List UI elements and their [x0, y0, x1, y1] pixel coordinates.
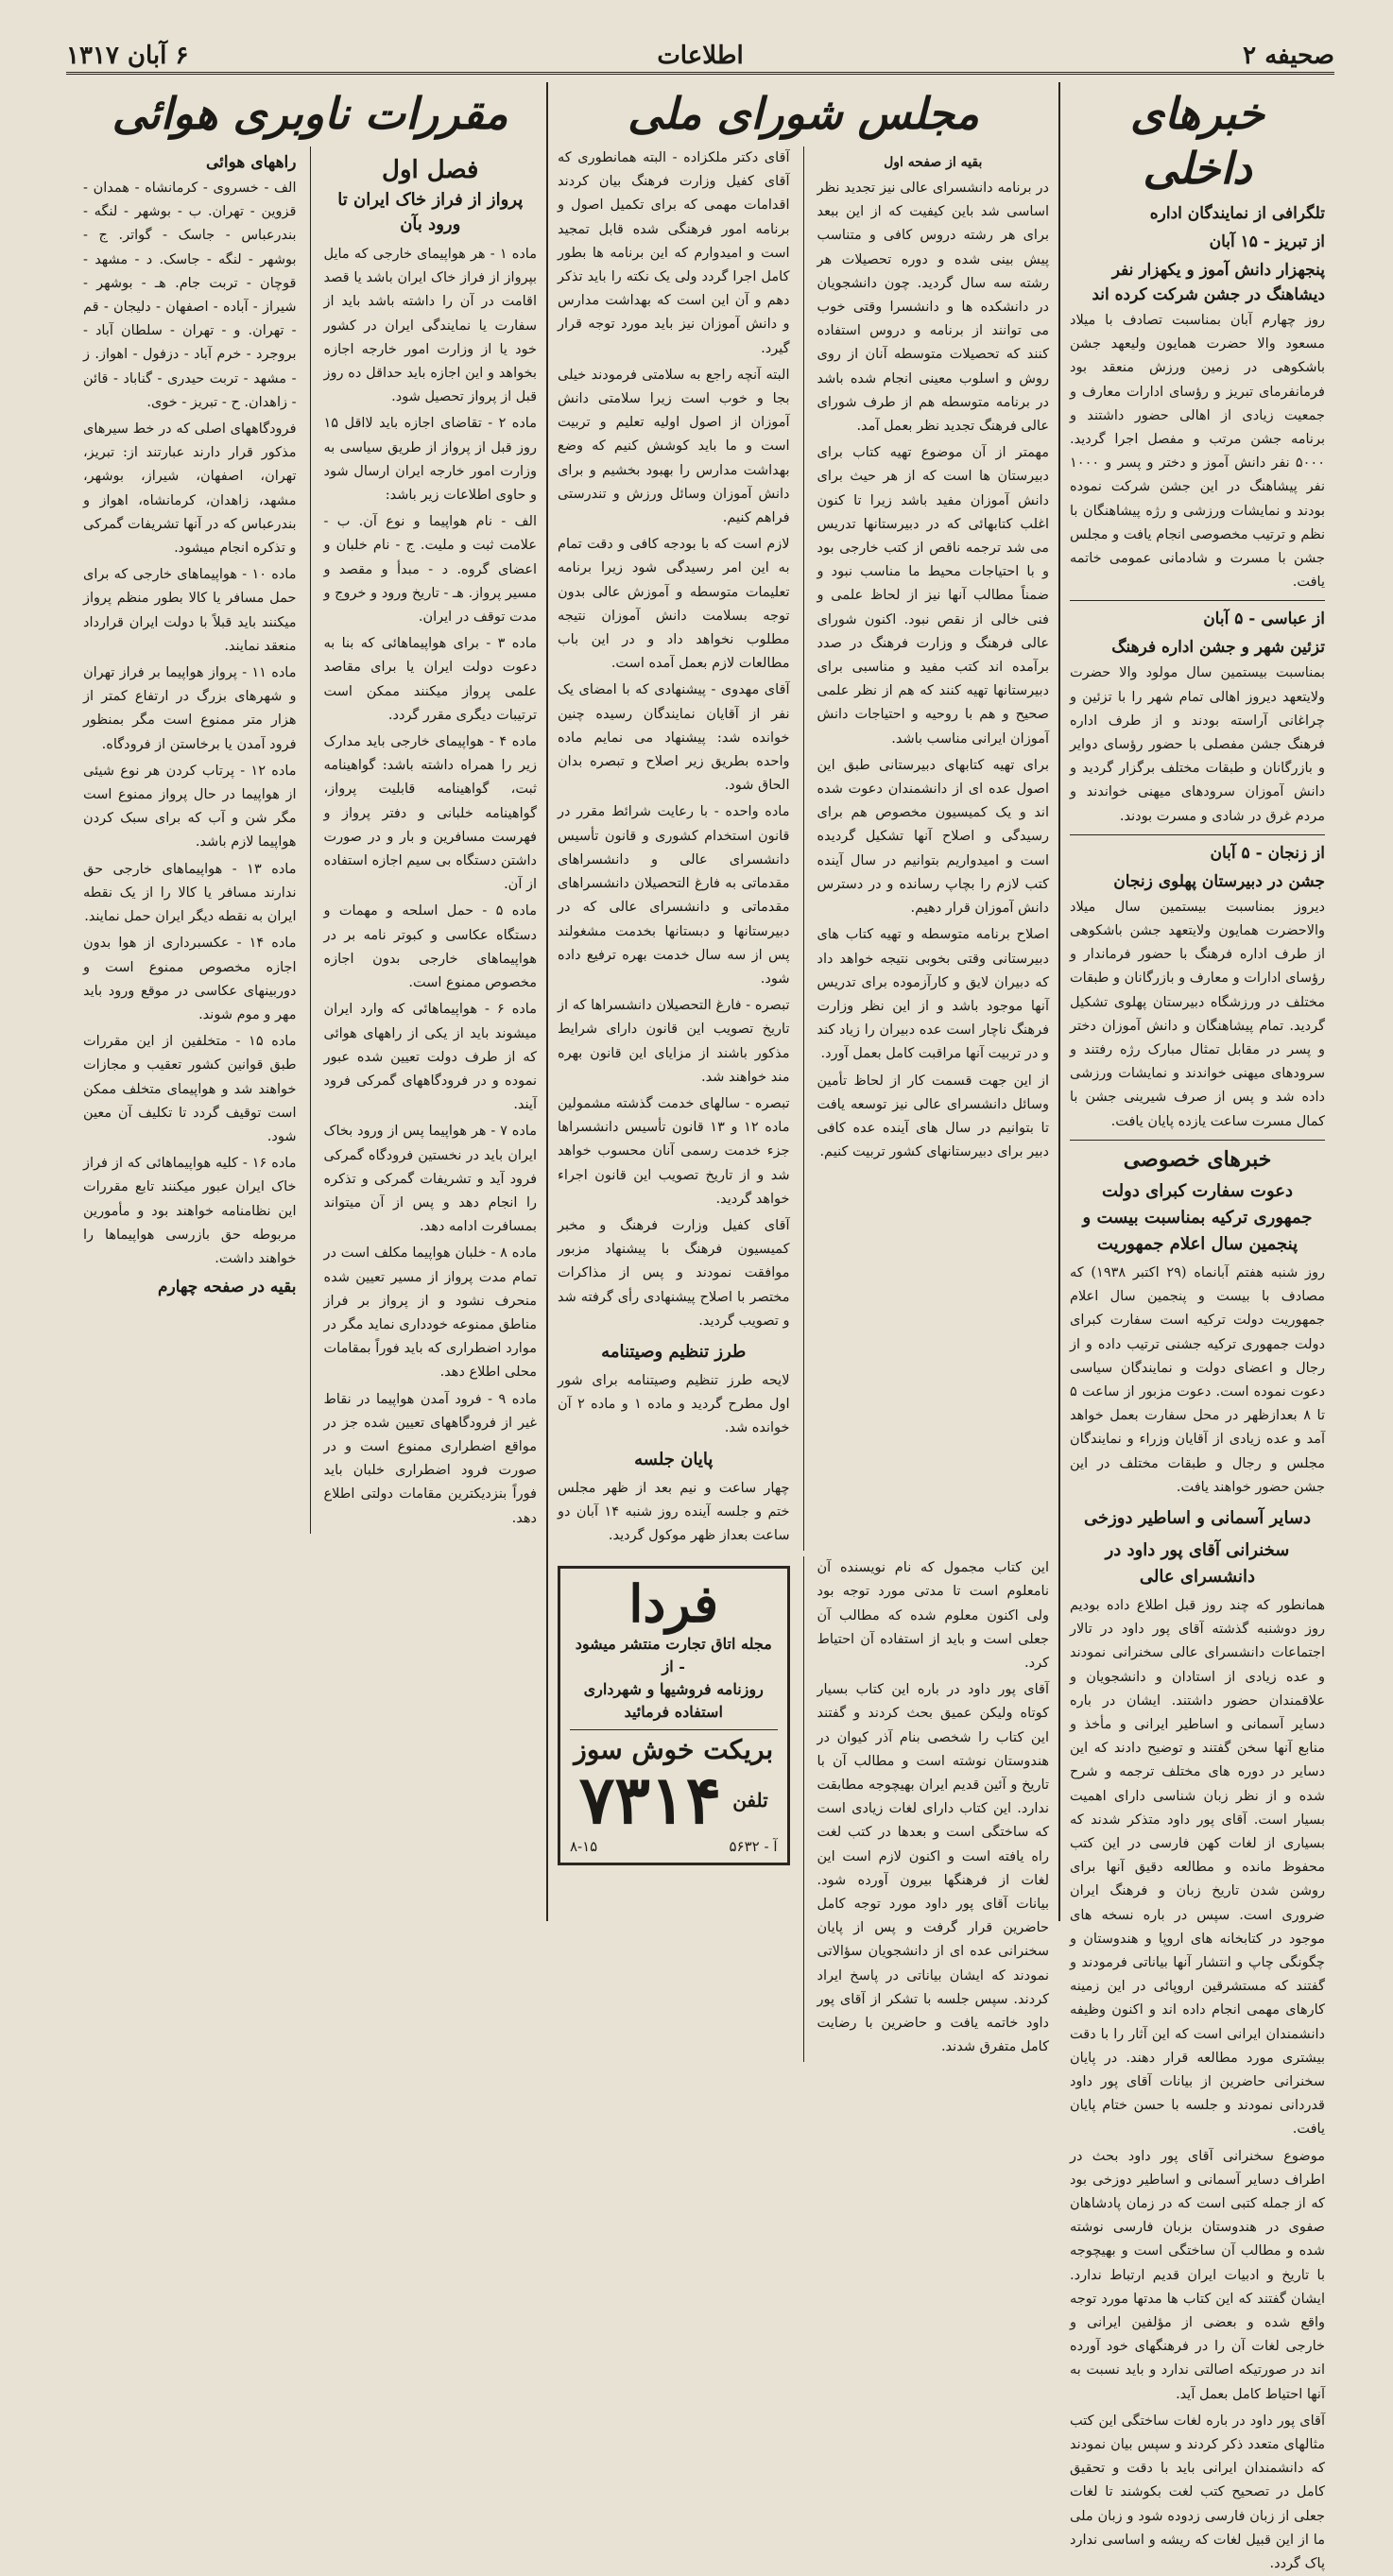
- article-clause: ماده ۸ - خلبان هواپیما مکلف است در تمام مدت پرواز از مسیر تعیین شده منحرف نشود و از پرواز بر فراز مناطق ممنوعه خودداری نماید مگر در موارد اضطراری که باید فوراً بمقامات محلی اطلاع دهد.: [323, 1245, 537, 1381]
- dispatch-text: دیروز بمناسبت بیستمین سال میلاد والاحضرت همایون ولایتعهد جشن باشکوهی از طرف اداره فرهنگ با حضور فرماندار و رؤسای ادارات و معارف و بازرگانان و طبقات مختلف در ورزشگاه دبیرستان پهلوی تشکیل گردید. تمام پیشاهنگان و دانش آموزان دختر و پسر در مقابل تمثال مبارک رژه رفتند و سرودهای میهنی خواندند و نمایشات ورزشی داده شد و پس از صرف شیرینی جشن با کمال مسرت ساعت یازده پایان یافت.: [1070, 899, 1325, 1129]
- air-subcolumn-left: [83, 146, 297, 1534]
- advertisement: [558, 1566, 790, 1865]
- article-text: این کتاب مجمول که نام نویسنده آن نامعلوم است تا مدتی مورد توجه بود ولی اکنون معلوم شده که مطالب آن جعلی است و باید از استفاده آن احتیاط کرد.: [817, 1560, 1049, 1671]
- article-clause: ماده ۱ - هر هواپیمای خارجی که مایل بپرواز از فراز خاک ایران باشد یا قصد اقامت در آن را داشته باشد باید از سفارت یا نمایندگی ایران در کشور خود یا از وزارت امور خارجه اجازه بخواهد و این اجازه باید حداقل ده روز قبل از پرواز تحصیل شود.: [323, 247, 537, 405]
- air-subcolumn-right: [324, 146, 538, 1534]
- page-number: صحیفه ۲: [1243, 42, 1334, 70]
- subcolumn-rule: [803, 146, 804, 1551]
- parliament-column: [548, 82, 1058, 2055]
- ad-code: ۸-۱۵: [570, 1838, 598, 1856]
- domestic-news-heading: خبرهای داخلی: [1130, 88, 1264, 194]
- private-news-heading: خبرهای خصوصی: [1123, 1146, 1272, 1172]
- article-subtitle: سخنرانی آقای پور داود در دانشسرای عالی: [1105, 1539, 1290, 1587]
- ad-shop: بریکت خوش سوز: [574, 1734, 774, 1766]
- article-title: دعوت سفارت کبرای دولت جمهوری ترکیه بمناسبت بیست و پنجمین سال اعلام جمهوریت: [1082, 1180, 1313, 1254]
- dispatch-text: روز چهارم آبان بمناسبت تصادف با میلاد مسعود والا حضرت همایون ولیعهد جشن باشکوهی در زمین ورزش منعقد بود فرمانفرمای تبریز و رؤسای ادارات معارف و جمعیت زیادی از اهالی حضور داشتند و برنامه جشن مرتب و مفصل اجرا گردید. ۵۰۰۰ نفر دانش آموز و دختر و پسر و ۱۰۰۰ نفر پیشاهنگ در این جشن شرکت نموده بودند و نمایشات ورزشی و رژه پیشاهنگان با نظم و ترتیب مخصوصی انجام یافت و مجلس جشن با مسرت و شادمانی عمومی خاتمه یافت.: [1070, 313, 1325, 591]
- article-text: آقای پور داود در باره لغات ساختگی این کتب مثالهای متعدد ذکر کردند و سپس بیان نمودند که دانشمندان ایرانی باید با دقت و تحقیق کامل در تصحیح کتب لغت بکوشند تا لغات جعلی از زبان فارسی زدوده شود و زبان ملی ما از این قبیل لغات که ریشه و اساسی ندارد پاک گردد.: [1070, 2413, 1325, 2572]
- dispatch-subtitle: تزئین شهر و جشن اداره فرهنگ: [1111, 638, 1325, 658]
- article-clause: ماده ۳ - برای هواپیماهائی که بنا به دعوت دولت ایران یا برای مقاصد علمی پرواز میکنند ممکن است ترتیبات دیگری مقرر گردد.: [323, 636, 537, 723]
- lower-left: [558, 1556, 790, 2062]
- article-clause: ماده ۱۱ - پرواز هواپیما بر فراز تهران و شهرهای بزرگ در ارتفاع کمتر از هزار متر ممنوع است مگر بمنظور فرود آمدن یا برخاستن از فرودگاه.: [83, 665, 297, 752]
- issue-date: ۶ آبان ۱۳۱۷: [66, 42, 189, 70]
- article-text: در برنامه دانشسرای عالی نیز تجدید نظر اساسی شد باین کیفیت که از این ببعد برای هر رشته دروس کافی و متناسب پیش بینی شده و دوره تحصیلات هر رشته سه سال گردید. چون دانشجویان در دانشکده ها و دانشسرا وقتی خوب می توانند از برنامه و دروس استفاده کنند که تحصیلات متوسطه آنان از روی روش و اسلوب معینی انجام شده باشد در برنامه متوسطه هم از طرف شورای عالی فرهنگ تجدید نظر بعمل آمد.: [817, 180, 1049, 435]
- paper-name: اطلاعات: [657, 42, 744, 70]
- article-text: مهمتر از آن موضوع تهیه کتاب برای دبیرستان ها است که از هر حیث برای دانش آموزان مفید باشد زیرا تا کنون اغلب کتابهائی که در دبیرستانها تدریس می شد ترجمه ناقص از کتب خارجی بود و با احتیاجات محیط ما مناسب نبود و ضمناً مطالب آنها نیز از لحاظ علمی و فنی خالی از نقص نبود. اکنون شورای عالی فرهنگ و وزارت فرهنگ در صدد برآمده اند کتب مفید و مناسبی برای دبیرستانها تهیه کنند که هم از نظر علمی صحیح و هم با روحیه و احتیاجات دانش آموزان ایرانی مناسب باشد.: [817, 445, 1049, 747]
- chapter-heading: فصل اول: [382, 156, 479, 184]
- article-clause: ماده ۱۴ - عکسبرداری از هوا بدون اجازه مخصوص ممنوع است و دوربینهای عکاسی در موقع ورود باید مهر و موم شوند.: [83, 936, 297, 1022]
- domestic-news-column: [1060, 82, 1334, 2572]
- article-clause: ماده ۱۶ - کلیه هواپیماهائی که از فراز خاک ایران عبور میکنند تابع مقررات این نظامنامه خواهند بود و مأمورین مربوطه حق بازرسی هواپیماها را خواهند داشت.: [83, 1156, 297, 1266]
- article-text: برای تهیه کتابهای دبیرستانی طبق این اصول عده ای از دانشمندان دعوت شده اند و یک کمیسیون مخصوص هم برای رسیدگی و اصلاح آنها تشکیل گردیده است و امیدواریم بتوانیم در سال آینده کتب لازم را بچاپ رسانده و در دسترس دانش آموزان قرار دهیم.: [817, 757, 1049, 917]
- article-text: البته آنچه راجع به سلامتی فرمودند خیلی بجا و خوب است زیرا سلامتی دانش آموزان از اصول اولیه تعلیم و تربیت است و ما باید کوشش کنیم که وضع بهداشت مدارس را بهبود بخشیم و برای دانش آموزان وسائل ورزش و تندرستی فراهم کنیم.: [558, 367, 790, 526]
- dispatch-title: از تبریز - ۱۵ آبان: [1209, 232, 1325, 251]
- article-text: چهار ساعت و نیم بعد از ظهر مجلس ختم و جلسه آینده روز شنبه ۱۴ آبان دو ساعت بعداز ظهر موکول گردید.: [558, 1480, 790, 1543]
- air-subcolumns: [83, 146, 537, 1534]
- article-text: اصلاح برنامه متوسطه و تهیه کتاب های دبیرستانی وقتی بخوبی نتیجه خواهد داد که دبیران لایق و کارآزموده برای تدریس آنها موجود باشد و از این نظر وزارت فرهنگ ناچار است عده دبیران را زیاد کند و در تربیت آنها مراقبت کامل بعمل آورد.: [817, 927, 1049, 1062]
- dispatch-subtitle: جشن در دبیرستان پهلوی زنجان: [1113, 871, 1325, 891]
- air-regulations-column: [74, 82, 546, 1921]
- speech-text: آقای دکتر ملکزاده - البته همانطوری که آقای کفیل وزارت فرهنگ بیان کردند اقدامات مهمی که برای تکمیل اصول و برنامه امور فرهنگی شده قابل تمجید است و امیدوارم که این برنامه ها بطور کامل اجرا گردد ولی یک نکته را باید تذکر دهم و آن این است که بهداشت مدارس و دانش آموزان نیز باید مورد توجه قرار گیرد.: [558, 150, 790, 356]
- dispatch-text: بمناسبت بیستمین سال مولود والا حضرت ولایتعهد دیروز اهالی تمام شهر را با تزئین و چراغانی آراسته بودند و از طرف اداره فرهنگ جشن مفصلی با حضور رؤسای دوایر و بازرگانان و طبقات مختلف برگزار گردید و دانش آموزان سرودهای میهنی خواندند و مردم غرق در شادی و مسرت بودند.: [1070, 665, 1325, 824]
- article-clause: ماده ۹ - فرود آمدن هواپیما در نقاط غیر از فرودگاههای تعیین شده جز در مواقع اضطراری ممنوع است و در صورت فرود اضطراری خلبان باید فوراً بنزدیکترین مقامات دولتی اطلاع دهد.: [323, 1391, 537, 1526]
- dispatch-title: از زنجان - ۵ آبان: [1210, 843, 1325, 863]
- ad-line: مجله اتاق تجارت منتشر میشود - از: [575, 1635, 772, 1676]
- article-clause: ماده ۱۵ - متخلفین از این مقررات طبق قوانین کشور تعقیب و مجازات خواهند شد و هواپیمای متخلف ممکن است توقیف گردد تا تکلیف آن معین شود.: [83, 1034, 297, 1144]
- ad-code: آ - ۵۶۳۲: [729, 1838, 778, 1856]
- article-text: همانطور که چند روز قبل اطلاع داده بودیم روز دوشنبه گذشته آقای پور داود در تالار اجتماعات دانشسرای عالی سخنرانی نمودند و عده زیادی از استادان و دانشجویان و علاقمندان حضور داشتند. ایشان در باره دسایر آسمانی و اساطیر ایرانی و مأخذ و منابع آنها سخن گفتند و توضیح دادند که این دسایر در دوره های مختلف ترجمه و شرح شده و از نظر زبان شناسی دارای اهمیت بسیار است. آقای پور داود متذکر شدند که بسیاری از لغات کهن فارسی در این کتب محفوظ مانده و مطالعه دقیق آنها برای روشن شدن تاریخ زبان و فرهنگ ایران ضروری است. سپس در باره نسخه های موجود در کتابخانه های اروپا و هندوستان و چگونگی چاپ و انتشار آنها بیاناتی فرمودند و گفتند که مستشرقین اروپائی در این زمینه کارهای مهمی انجام داده اند و اکنون وظیفه دانشمندان ایرانی است که این آثار را با دقت بیشتری مورد مطالعه قرار دهند. در پایان سخنرانی حاضرین از بیانات آقای پور داود قدردانی نمودند و جلسه با حسن ختام پایان یافت.: [1070, 1597, 1325, 2138]
- ad-codes: [570, 1836, 778, 1857]
- article-clause: ماده ۵ - حمل اسلحه و مهمات و دستگاه عکاسی و کبوتر نامه بر در هواپیماهای خارجی بدون اجازه مخصوص ممنوع است.: [323, 903, 537, 991]
- article-clause: ماده ۱۲ - پرتاب کردن هر نوع شیئی از هواپیما در حال پرواز ممنوع است مگر شن و آب که برای سبک کردن هواپیما لازم باشد.: [83, 763, 297, 850]
- parliament-heading: مجلس شورای ملی: [628, 88, 979, 139]
- article-clause: ماده ۱۳ - هواپیماهای خارجی حق ندارند مسافر یا کالا را از یک نقطه ایران به نقطه دیگر ایران حمل نمایند.: [83, 861, 297, 925]
- article-text: لازم است که با بودجه کافی و دقت تمام به این امر رسیدگی شود زیرا برنامه تعلیمات متوسطه و آموزش عالی بدون توجه بسلامت دانش آموزان نتیجه مطلوب نخواهد داد و در این باب مطالعات لازم بعمل آمده است.: [558, 537, 790, 672]
- article-clause: فرودگاههای اصلی که در خط سیرهای مذکور قرار دارند عبارتند از: تبریز، تهران، اصفهان، شیراز، بوشهر، مشهد، زاهدان، کرمانشاه، اهواز و بندرعباس که در آنها تشریفات گمرکی و تذکره انجام میشود.: [83, 421, 297, 557]
- divider: [1070, 600, 1325, 601]
- ad-line: روزنامه فروشیها و شهرداری استفاده فرمائید: [583, 1680, 764, 1722]
- article-list: الف - نام هواپیما و نوع آن. ب - علامت ثبت و ملیت. ج - نام خلبان و اعضای گروه. د - مبدأ و مقصد و مسیر پرواز. هـ - تاریخ ورود و خروج و مدت توقف در ایران.: [323, 514, 537, 626]
- article-clause: ماده ۲ - تقاضای اجازه باید لااقل ۱۵ روز قبل از پرواز از طریق سیاسی به وزارت امور خارجه ایران ارسال شود و حاوی اطلاعات زیر باشد:: [323, 416, 537, 504]
- air-regulations-heading: مقررات ناوبری هوائی: [112, 88, 508, 139]
- subcolumn-rule: [310, 146, 311, 1534]
- article-text: ماده واحده - با رعایت شرائط مقرر در قانون استخدام کشوری و قانون تأسیس دانشسرای عالی و دانشسراهای مقدماتی به فارغ التحصیلان دانشسراهای مقدماتی و دانشسرای عالی که در دبیرستانها و دبستانها بخدمت مشغولند پس از سه سال خدمت بهره ترفیع داده شود.: [558, 804, 790, 987]
- divider: [1070, 834, 1325, 835]
- article-text: لایحه طرز تنظیم وصیتنامه برای شور اول مطرح گردید و ماده ۱ و ماده ۲ آن خوانده شد.: [558, 1372, 790, 1436]
- lower-right: [817, 1556, 1050, 2062]
- article-clause: ماده ۷ - هر هواپیما پس از ورود بخاک ایران باید در نخستین فرودگاه گمرکی فرود آید و تشریفات گمرکی و تذکره را انجام دهد و پس از آن میتواند بمسافرت ادامه دهد.: [323, 1124, 537, 1235]
- article-clause: ماده ۴ - هواپیمای خارجی باید مدارک زیر را همراه داشته باشد: گواهینامه ثبت، گواهینامه قابلیت پرواز، گواهینامه خلبانی و دفتر پرواز و فهرست مسافرین و بار و در صورت داشتن دستگاه بی سیم اجازه استفاده از آن.: [323, 734, 537, 893]
- parliament-subcolumn-left: [558, 146, 790, 1551]
- speech-text: آقای مهدوی - پیشنهادی که با امضای یک نفر از آقایان نمایندگان رسیده چنین خوانده شد: پیشنهاد می نمایم ماده واحده بطریق زیر اصلاح و تبصره بدان الحاق شود.: [558, 682, 790, 794]
- divider: [1070, 1140, 1325, 1141]
- ad-phone-label: تلفن: [732, 1789, 768, 1812]
- continued-note: بقیه در صفحه چهارم: [158, 1278, 297, 1297]
- divider: [570, 1729, 778, 1730]
- ad-name: فردا: [628, 1573, 719, 1635]
- routes-list: الف - خسروی - کرمانشاه - همدان - قزوین - تهران. ب - بوشهر - لنگه - بندرعباس - جاسک - گواتر. ج - بوشهر - لنگه - جاسک. د - مشهد - قوچان - تربت جام. هـ - بوشهر - شیراز - آباده - اصفهان - دلیجان - قم - تهران. و - تهران - سلطان آباد - بروجرد - خرم آباد - دزفول - اهواز. ز - مشهد - تربت حیدری - گناباد - قائن - زاهدان. ح - تبریز - خوی.: [83, 180, 297, 410]
- parliament-subcolumn-right: [817, 146, 1050, 1551]
- lower-row: [558, 1556, 1049, 2062]
- ad-phone-row: [570, 1760, 778, 1840]
- dispatch-title: از عباسی - ۵ آبان: [1203, 610, 1325, 629]
- article-title: دسایر آسمانی و اساطیر دوزخی: [1083, 1507, 1312, 1528]
- ad-phone-number: ۷۳۱۴: [578, 1760, 722, 1840]
- article-text: آقای کفیل وزارت فرهنگ و مخبر کمیسیون فرهنگ با پیشنهاد مزبور موافقت نمودند و پس از مذاکرات مختصر با اصلاح پیشنهادی رأی گرفته شد و تصویب گردید.: [558, 1217, 790, 1329]
- masthead: [66, 40, 1334, 75]
- session-end-label: پایان جلسه: [634, 1449, 714, 1469]
- article-text: تبصره - فارغ التحصیلان دانشسراها که از تاریخ تصویب این قانون دارای شرایط مذکور باشند از مزایای این قانون بهره مند خواهند شد.: [558, 998, 790, 1085]
- continuation-note: بقیه از صفحه اول: [884, 155, 983, 170]
- dispatch-subtitle: پنجهزار دانش آموز و یکهزار نفر دیشاهنگ در جشن شرکت کرده اند: [1092, 261, 1325, 304]
- article-text: موضوع سخنرانی آقای پور داود بحث در اطراف دسایر آسمانی و اساطیر دوزخی بود که از جمله کتبی است که در زمان پادشاهان صفوی در هندوستان بزبان فارسی نوشته شده و مطالب آن ساختگی است و بهیچوجه با تاریخ و ادبیات ایران قدیم ارتباط ندارد. ایشان گفتند که این کتاب ها مدتها مورد توجه واقع شده و بعضی از مؤلفین ایرانی و خارجی لغات آن را در فرهنگهای خود آورده اند در صورتیکه اصالتی ندارد و باید نسبت به آنها احتیاط کامل بعمل آید.: [1070, 2148, 1325, 2402]
- byline: تلگرافی از نمایندگان اداره: [1149, 204, 1325, 223]
- routes-heading: راههای هوائی: [205, 153, 297, 172]
- article-text: تبصره - سالهای خدمت گذشته مشمولین ماده ۱۲ و ۱۳ قانون تأسیس دانشسراها جزء خدمت رسمی آنان محسوب خواهد شد و از تاریخ تصویب این قانون اجراء خواهد گردید.: [558, 1095, 790, 1207]
- article-text: آقای پور داود در باره این کتاب بسیار کوتاه ولیکن عمیق بحث کردند و گفتند این کتاب را شخصی بنام آذر کیوان در هندوستان نوشته است و مطالب آن با تاریخ و آئین قدیم ایران بهیچوجه مطابقت ندارد. این کتاب دارای لغات زیادی است که ساختگی است و بعدها در کتب لغت راه یافته است و اکنون لازم است این لغات از فرهنگها بیرون آورده شود. بیانات آقای پور داود مورد توجه کامل حاضرین قرار گرفت و پس از پایان سخنرانی عده ای از دانشجویان سؤالاتی نمودند که ایشان بیاناتی در پاسخ ایراد کردند. سپس جلسه با تشکر از آقای پور داود خاتمه یافت و حاضرین با رضایت کامل متفرق شدند.: [817, 1682, 1049, 2055]
- article-text: از این جهت قسمت کار از لحاظ تأمین وسائل دانشسرای عالی نیز توسعه یافت تا بتوانیم در سال های آینده عده کافی دبیر برای دبیرستانهای کشور تربیت کنیم.: [817, 1073, 1049, 1160]
- subcolumn-rule: [803, 1556, 804, 2062]
- parliament-subcolumns: [558, 146, 1049, 1551]
- article-clause: ماده ۶ - هواپیماهائی که وارد ایران میشوند باید از یکی از راههای هوائی که از طرف دولت تعیین شده عبور نموده و در فرودگاههای گمرکی فرود آیند.: [323, 1002, 537, 1113]
- chapter-subheading: پرواز از فراز خاک ایران تا ورود بآن: [337, 190, 524, 234]
- article-clause: ماده ۱۰ - هواپیماهای خارجی که برای حمل مسافر یا کالا بطور منظم پرواز میکنند باید قبلاً با دولت ایران قرارداد منعقد نمایند.: [83, 567, 297, 654]
- columns: [66, 82, 1334, 2572]
- will-law-subheading: طرز تنظیم وصیتنامه: [601, 1341, 747, 1362]
- article-text: روز شنبه هفتم آبانماه (۲۹ اکتبر ۱۹۳۸) که مصادف با بیست و پنجمین سال اعلام جمهوریت دولت ترکیه است سفارت کبرای دولت جمهوری ترکیه جشنی ترتیب داده و از رجال و اعضای دولت و نمایندگان سیاسی دعوت نموده است. دعوت مزبور از ساعت ۵ تا ۸ بعدازظهر در محل سفارت بعمل خواهد آمد و عده زیادی از آقایان وزراء و نمایندگان مجلس و رجال و طبقات مختلف در این جشن حضور خواهند یافت.: [1070, 1264, 1325, 1495]
